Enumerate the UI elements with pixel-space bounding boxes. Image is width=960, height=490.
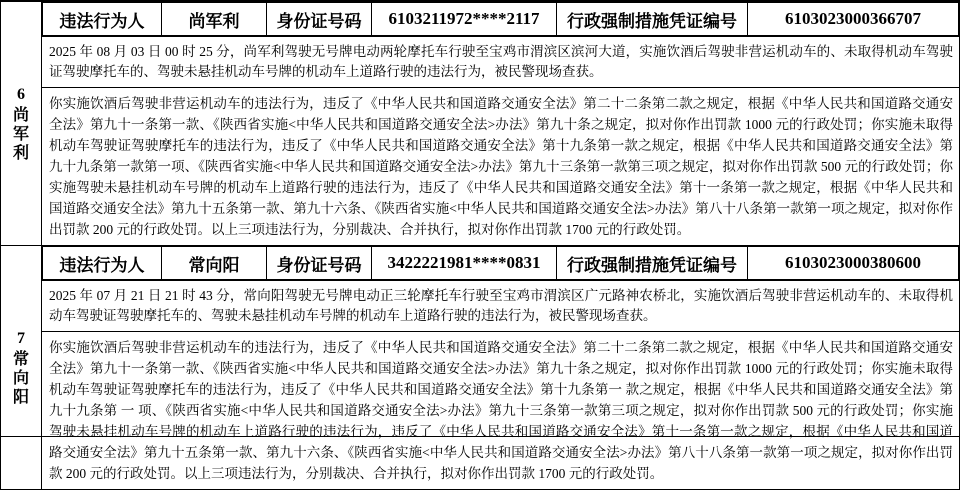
record-fact-cell: [42, 281, 960, 332]
value-person: 尚军利: [162, 3, 267, 36]
label-person: 违法行为人: [43, 3, 162, 36]
value-id-number: 3422221981****0831: [372, 247, 557, 280]
value-person: 常向阳: [162, 247, 267, 280]
table-row: [1, 246, 960, 281]
fact-paragraph: 2025 年 08 月 03 日 00 时 25 分，尚军利驾驶无号牌电动两轮摩托车行驶至宝鸡市渭滨区滨河大道，实施饮酒后驾驶非营运机动车的、未取得机动车驾驶证驾驶摩托车的、驾驶未悬挂机动车号牌的机动车上道路行驶的违法行为，被民警现场查获。: [49, 44, 953, 79]
label-id-number: 身份证号码: [267, 247, 372, 280]
record-serial: 6: [17, 85, 25, 103]
header-row: [43, 3, 959, 36]
record-index-cell: [1, 2, 42, 246]
penalty-paragraph: 你实施饮酒后驾驶非营运机动车的违法行为，违反了《中华人民共和国道路交通安全法》第二十二条第二款之规定，根据《中华人民共和国道路交通安全法》第九十一条第一款、《陕西省实施<中华人民共和国道路交通安全法>办法》第九十条之规定，拟对你作出罚款 1000 元的行政处罚；你实施未取得机动车驾驶证驾驶摩托车的违法行为，违反了《中华人民共和国道路交通安全法》第十九条第一 款之规定，根据《中华人民共和国道路交通安全法》第九十九条第 一 项、《陕西省实施<中华人民共和国道路交通安全法>办法》第九十三条第一款第三项之规定，拟对你作出罚款 500 元的行政处罚；你实施驾驶未悬挂机动车号牌的机动车上道路行驶的违法行为，违反了《中华人民共和国道路交通安全法》第十一条第一款之规定，根据《中华人民共和国道路交通安全法》第九十五条第一款、第九十六条、《陕西省实施<中华人民共和国道路交通安全法>办法》第八十八条第一款第一项之规定，拟对你作出罚款 200 元的行政处罚。以上三项违法行为，分别裁决、合并执行，拟对你作出罚款 1700 元的行政处罚。: [49, 340, 953, 481]
label-doc-number: 行政强制措施凭证编号: [557, 247, 748, 280]
value-doc-number: 6103023000380600: [748, 247, 959, 280]
table-row: [1, 88, 960, 246]
record-header-table: [42, 246, 959, 280]
record-fact-cell: [42, 37, 960, 88]
record-name-vertical: 尚 军 利: [12, 106, 29, 162]
table-row: [1, 2, 960, 37]
record-header-table: [42, 2, 959, 36]
table-row: [1, 332, 960, 490]
table-row: [1, 281, 960, 332]
penalty-paragraph: 你实施饮酒后驾驶非营运机动车的违法行为，违反了《中华人民共和国道路交通安全法》第二十二条第二款之规定，根据《中华人民共和国道路交通安全法》第九十一条第一款、《陕西省实施<中华人民共和国道路交通安全法>办法》第九十条之规定，拟对你作出罚款 1000 元的行政处罚；你实施未取得机动车驾驶证驾驶摩托车的违法行为，违反了《中华人民共和国道路交通安全法》第十九条第一款之规定，根据《中华人民共和国道路交通安全法》第九十九条第一款第一项、《陕西省实施<中华人民共和国道路交通安全法>办法》第九十三条第一款第三项之规定，拟对你作出罚款 500 元的行政处罚；你实施驾驶未悬挂机动车号牌的机动车上道路行驶的违法行为，违反了《中华人民共和国道路交通安全法》第十一条第一款之规定，根据《中华人民共和国道路交通安全法》第九十五条第一款、第九十六条、《陕西省实施<中华人民共和国道路交通安全法>办法》第八十八条第一款第一项之规定，拟对你作出罚款 200 元的行政处罚。以上三项违法行为，分别裁决、合并执行，拟对你作出罚款 1700 元的行政处罚。: [49, 96, 953, 237]
record-serial: 7: [17, 329, 25, 347]
table-row: [1, 37, 960, 88]
record-index-cell: [1, 246, 42, 490]
record-header-cell: [42, 2, 960, 37]
record-penalty-cell: [42, 332, 960, 490]
label-id-number: 身份证号码: [267, 3, 372, 36]
record-penalty-cell: [42, 88, 960, 246]
value-id-number: 6103211972****2117: [372, 3, 557, 36]
value-doc-number: 6103023000366707: [748, 3, 959, 36]
label-doc-number: 行政强制措施凭证编号: [557, 3, 748, 36]
fact-paragraph: 2025 年 07 月 21 日 21 时 43 分，常向阳驾驶无号牌电动正三轮摩托车行驶至宝鸡市渭滨区广元路神农桥北，实施饮酒后驾驶非营运机动车的、未取得机动车驾驶证驾驶摩托车的、驾驶未悬挂机动车号牌的机动车上道路行驶的违法行为，被民警现场查获。: [49, 288, 953, 323]
record-header-cell: [42, 246, 960, 281]
header-row: [43, 247, 959, 280]
label-person: 违法行为人: [43, 247, 162, 280]
records-table: [0, 1, 960, 490]
record-name-vertical: 常 向 阳: [12, 350, 29, 406]
